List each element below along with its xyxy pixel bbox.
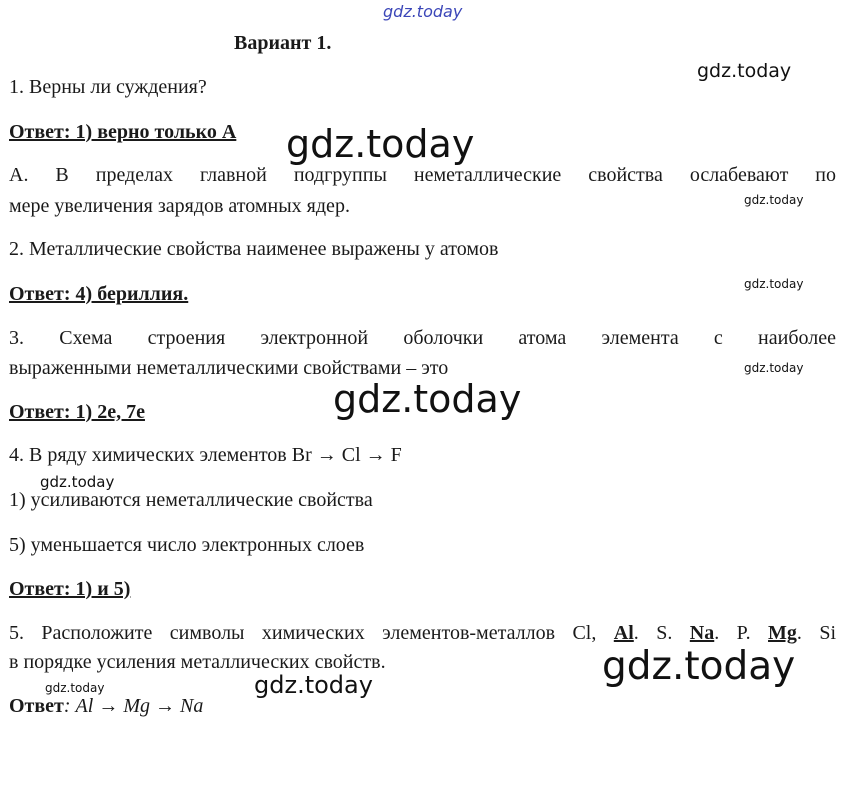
watermark-top: gdz.today [383,2,463,21]
separator-1: . S. [633,622,673,644]
question-1: 1. Верны ли суждения? [9,76,207,98]
watermark-small-3: gdz.today [744,361,804,375]
question-4-option-5: 5) уменьшается число электронных слоев [9,534,365,556]
variant-title: Вариант 1. [234,32,332,54]
question-3-line2: выраженными неметаллическими свойствами – это [9,357,449,379]
watermark-small-1: gdz.today [744,193,804,207]
answer-5 [9,691,203,721]
statement-a-line2: мере увеличения зарядов атомных ядер. [9,195,350,217]
question-4-option-1: 1) усиливаются неметаллические свойства [9,489,373,511]
watermark-small-2: gdz.today [744,277,804,291]
watermark-small-4: gdz.today [40,473,115,491]
watermark-large-3: gdz.today [602,644,796,689]
symbol-al: Al [613,622,634,644]
question-2: 2. Металлические свойства наименее выражены у атомов [9,238,499,260]
watermark-upper-right: gdz.today [697,60,792,82]
separator-2: . P. [714,622,751,644]
answer-5-label: Ответ [9,695,64,717]
watermark-small-5: gdz.today [45,681,105,695]
question-5-line2: в порядке усиления металлических свойств. [9,651,386,673]
symbol-na: Na [689,622,715,644]
answer-3: Ответ: 1) 2е, 7е [9,401,145,423]
watermark-large-1: gdz.today [286,122,475,166]
watermark-medium: gdz.today [254,671,373,699]
statement-a-line1: А. В пределах главной подгруппы неметаллические свойства ослабевают по [9,164,836,186]
answer-1: Ответ: 1) верно только А [9,121,237,143]
answer-5-value: : Al → Mg → Na [63,695,204,717]
question-3-line1: 3. Схема строения электронной оболочки атома элемента с наиболее [9,327,836,349]
question-5-prefix: 5. Расположите символы химических элементов-металлов Cl, [9,622,597,644]
watermark-large-2: gdz.today [333,377,522,421]
answer-4: Ответ: 1) и 5) [9,578,131,600]
symbol-mg: Mg [768,622,797,644]
question-4: 4. В ряду химических элементов Br → Cl → F [9,444,402,466]
separator-3: . Si [796,622,837,644]
answer-2: Ответ: 4) бериллия. [9,283,189,305]
